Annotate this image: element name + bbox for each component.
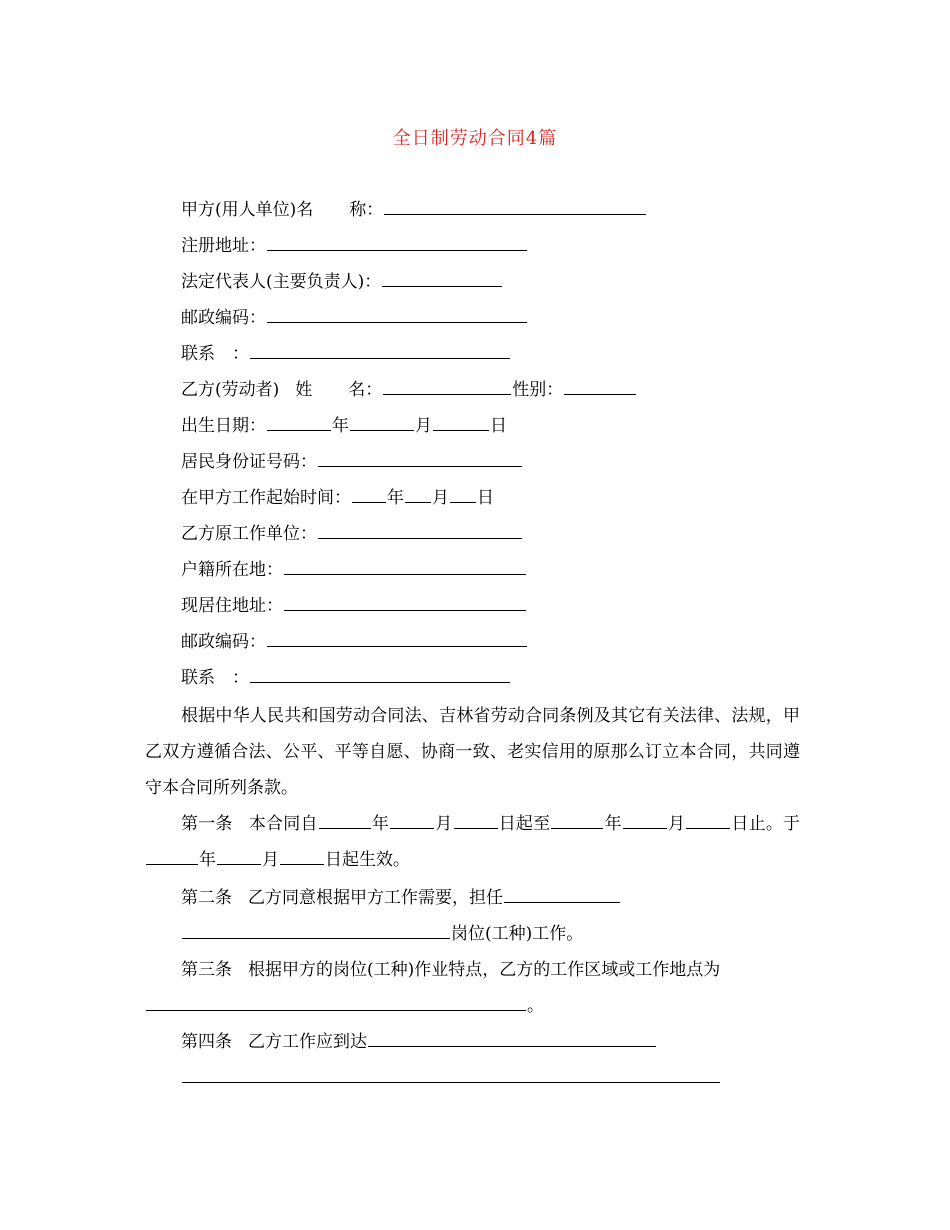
month-label: 月 (415, 416, 432, 436)
postal-code-b-label: 邮政编码： (181, 632, 266, 652)
registered-address-field[interactable] (267, 234, 527, 251)
a1-effective-month-field[interactable] (217, 848, 261, 865)
year-label: 年 (387, 488, 404, 508)
postal-code-b-field[interactable] (267, 630, 527, 647)
year-label: 年 (371, 814, 390, 834)
start-work-line (181, 486, 494, 510)
day-label: 日 (477, 488, 494, 508)
start-year-field[interactable] (352, 486, 386, 503)
postal-code-a-line (181, 306, 528, 330)
postal-code-a-label: 邮政编码： (181, 308, 266, 328)
start-day-field[interactable] (450, 486, 476, 503)
article-4-line-1 (181, 1030, 657, 1054)
article-4-line-2 (181, 1066, 721, 1090)
postal-code-a-field[interactable] (267, 306, 527, 323)
document-title: 全日制劳动合同4篇 (392, 128, 558, 149)
party-b-name-label-2: 名： (348, 380, 383, 400)
contact-a-line (181, 342, 511, 366)
current-address-field[interactable] (284, 594, 526, 611)
article-1-text: 本合同自 (248, 814, 318, 834)
gender-field[interactable] (564, 378, 636, 395)
article-1-text-2: 日起至 (498, 814, 551, 834)
birth-year-field[interactable] (267, 414, 331, 431)
start-month-field[interactable] (405, 486, 431, 503)
preamble-paragraph: 根据中华人民共和国劳动合同法、吉林省劳动合同条例及其它有关法律、法规，甲乙双方遵循合法、公平、平等自愿、协商一致、老实信用的原那么订立本合同，共同遵守本合同所列条款。 (145, 706, 800, 798)
article-2-line-2 (181, 922, 583, 946)
a1-start-year-field[interactable] (319, 812, 371, 829)
id-number-label: 居民身份证号码： (181, 452, 317, 472)
article-2-label: 第二条 (181, 888, 232, 908)
month-label: 月 (667, 814, 686, 834)
article-2-line-1 (181, 886, 621, 910)
original-employer-field[interactable] (318, 522, 522, 539)
birth-day-field[interactable] (433, 414, 489, 431)
year-label: 年 (199, 850, 216, 870)
article-3-line-1 (181, 958, 720, 982)
party-b-name-field[interactable] (383, 378, 511, 395)
contact-b-field[interactable] (250, 666, 510, 683)
legal-rep-label: 法定代表人(主要负责人)： (181, 272, 382, 292)
party-b-name-label-1: 姓 (295, 380, 313, 400)
day-label: 日 (731, 814, 749, 834)
article-2-text: 乙方同意根据甲方工作需要，担任 (248, 888, 503, 908)
a4-requirement-field[interactable] (368, 1030, 656, 1047)
article-3-line-2 (145, 994, 544, 1018)
party-b-label: 乙方(劳动者) (181, 380, 280, 400)
a1-effective-day-field[interactable] (280, 848, 324, 865)
a1-start-month-field[interactable] (390, 812, 434, 829)
registered-address-label: 注册地址： (181, 236, 266, 256)
a4-requirement-field-2[interactable] (182, 1066, 720, 1083)
household-location-field[interactable] (284, 558, 526, 575)
original-employer-line (181, 522, 523, 546)
year-label: 年 (332, 416, 349, 436)
party-a-name-label-2: 称： (349, 200, 384, 220)
party-a-name-line (181, 198, 647, 222)
article-1-label: 第一条 (181, 814, 233, 834)
legal-rep-field[interactable] (382, 270, 502, 287)
article-1-text-4: 日起生效。 (325, 850, 410, 870)
birth-month-field[interactable] (350, 414, 414, 431)
a2-position-field[interactable] (504, 886, 620, 903)
a1-end-day-field[interactable] (686, 812, 730, 829)
birth-date-line (181, 414, 507, 438)
contact-b-label: 联系 ： (181, 668, 249, 688)
current-address-line (181, 594, 527, 618)
article-3-text-2: 。 (527, 996, 544, 1016)
gender-label: 性别： (512, 380, 564, 400)
household-location-label: 户籍所在地： (181, 560, 283, 580)
id-number-line (181, 450, 523, 474)
postal-code-b-line (181, 630, 528, 654)
a1-start-day-field[interactable] (454, 812, 498, 829)
original-employer-label: 乙方原工作单位： (181, 524, 317, 544)
article-1 (145, 806, 800, 878)
legal-rep-line (181, 270, 503, 294)
a1-end-year-field[interactable] (551, 812, 603, 829)
registered-address-line (181, 234, 528, 258)
household-location-line (181, 558, 527, 582)
article-4-text: 乙方工作应到达 (248, 1032, 367, 1052)
month-label: 月 (432, 488, 449, 508)
article-1-text-3: 止。于 (748, 814, 801, 834)
article-3-label: 第三条 (181, 960, 232, 980)
start-work-label: 在甲方工作起始时间： (181, 488, 351, 508)
id-number-field[interactable] (318, 450, 522, 467)
party-a-name-field[interactable] (384, 198, 646, 215)
contact-a-label: 联系 ： (181, 344, 249, 364)
current-address-label: 现居住地址： (181, 596, 283, 616)
birth-date-label: 出生日期： (181, 416, 266, 436)
contact-a-field[interactable] (250, 342, 510, 359)
a2-position-field-2[interactable] (182, 922, 450, 939)
day-label: 日 (490, 416, 507, 436)
month-label: 月 (435, 814, 453, 834)
year-label: 年 (604, 814, 622, 834)
a3-work-location-field[interactable] (146, 994, 526, 1011)
a1-effective-year-field[interactable] (146, 848, 198, 865)
a1-end-month-field[interactable] (623, 812, 667, 829)
party-b-name-line (181, 378, 637, 402)
contact-b-line (181, 666, 511, 690)
article-3-text: 根据甲方的岗位(工种)作业特点，乙方的工作区域或工作地点为 (248, 960, 721, 980)
party-a-name-label: 甲方(用人单位)名 (181, 200, 314, 220)
article-4-label: 第四条 (181, 1032, 232, 1052)
month-label: 月 (262, 850, 279, 870)
article-2-text-2: 岗位(工种)工作。 (451, 924, 584, 944)
